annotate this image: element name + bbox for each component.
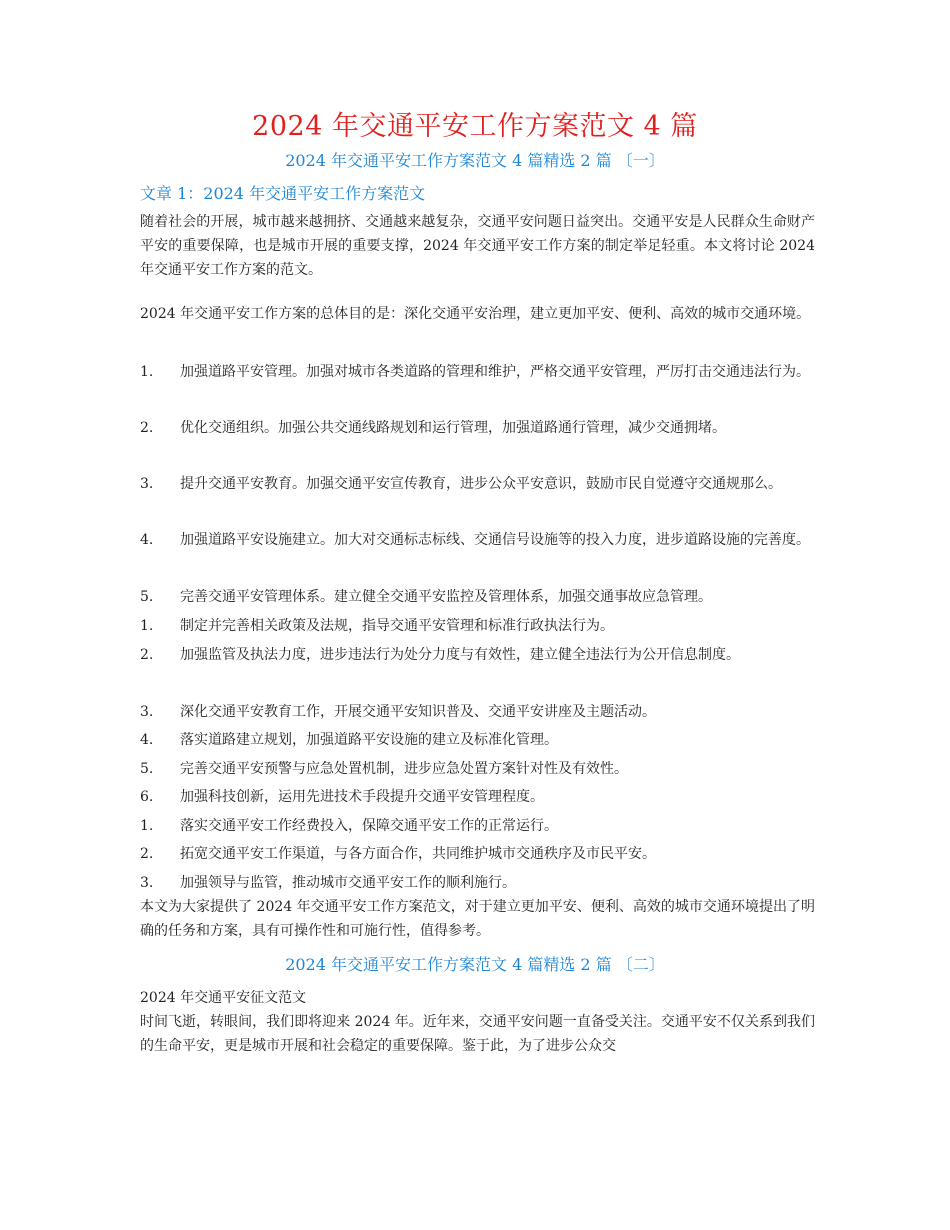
list-item-text: 加强道路平安管理。加强对城市各类道路的管理和维护，严格交通平安管理，严厉打击交通违法行为。 bbox=[180, 364, 810, 380]
document-title: 2024 年交通平安工作方案范文 4 篇 bbox=[252, 111, 698, 142]
list-item-text: 优化交通组织。加强公共交通线路规划和运行管理，加强道路通行管理，减少交通拥堵。 bbox=[180, 420, 726, 436]
list-item-number: 6. bbox=[140, 789, 154, 805]
list-item-number: 1. bbox=[140, 364, 154, 380]
list-item-text: 加强科技创新，运用先进技术手段提升交通平安管理程度。 bbox=[180, 789, 544, 805]
list-item bbox=[140, 528, 815, 552]
list-item-text: 拓宽交通平安工作渠道，与各方面合作，共同维护城市交通秩序及市民平安。 bbox=[180, 846, 656, 862]
list-item-number: 2. bbox=[140, 420, 154, 436]
list-item bbox=[140, 700, 815, 724]
list-item-text: 提升交通平安教育。加强交通平安宣传教育，进步公众平安意识，鼓励市民自觉遵守交通规那么。 bbox=[180, 476, 782, 492]
list-item bbox=[140, 360, 815, 384]
list-item-text: 制定并完善相关政策及法规，指导交通平安管理和标准行政执法行为。 bbox=[180, 618, 614, 634]
list-item bbox=[140, 416, 815, 440]
list-item-number: 4. bbox=[140, 532, 154, 548]
list-item-text: 完善交通平安预警与应急处置机制，进步应急处置方案针对性及有效性。 bbox=[180, 761, 628, 777]
list-item bbox=[140, 785, 815, 809]
goal-paragraph: 2024 年交通平安工作方案的总体目的是：深化交通平安治理，建立更加平安、便利、高效的城市交通环境。 bbox=[140, 306, 811, 322]
list-item-number: 2. bbox=[140, 846, 154, 862]
list-item-text: 完善交通平安管理体系。建立健全交通平安监控及管理体系，加强交通事故应急管理。 bbox=[180, 589, 712, 605]
list-item-text: 加强监管及执法力度，进步违法行为处分力度与有效性，建立健全违法行为公开信息制度。 bbox=[180, 647, 740, 663]
list-item bbox=[140, 585, 815, 609]
list-item-text: 深化交通平安教育工作，开展交通平安知识普及、交通平安讲座及主题活动。 bbox=[180, 704, 656, 720]
section-2-subtitle: 2024 年交通平安工作方案范文 4 篇精选 2 篇 〔二〕 bbox=[285, 955, 665, 974]
list-item-text: 落实道路建立规划，加强道路平安设施的建立及标准化管理。 bbox=[180, 732, 558, 748]
essay-body: 时间飞逝，转眼间，我们即将迎来 2024 年。近年来，交通平安问题一直备受关注。交通平安不仅关系到我们的生命平安，更是城市开展和社会稳定的重要保障。鉴于此，为了进步公众交 bbox=[140, 1014, 815, 1054]
intro-paragraph: 随着社会的开展，城市越来越拥挤、交通越来越复杂，交通平安问题日益突出。交通平安是人民群众生命财产平安的重要保障，也是城市开展的重要支撑，2024 年交通平安工作方案的制定举足轻重。本文将讨论 2024 年交通平安工作方案的范文。 bbox=[140, 214, 815, 278]
list-item-number: 1. bbox=[140, 618, 154, 634]
list-item bbox=[140, 814, 815, 838]
list-item bbox=[140, 643, 815, 667]
list-item-number: 5. bbox=[140, 761, 154, 777]
list-item-text: 加强道路平安设施建立。加大对交通标志标线、交通信号设施等的投入力度，进步道路设施的完善度。 bbox=[180, 532, 810, 548]
list-item-text: 加强领导与监管，推动城市交通平安工作的顺利施行。 bbox=[180, 875, 516, 891]
list-item-number: 3. bbox=[140, 875, 154, 891]
section-1-subtitle: 2024 年交通平安工作方案范文 4 篇精选 2 篇 〔一〕 bbox=[285, 151, 665, 170]
list-item bbox=[140, 871, 815, 895]
list-item-text: 落实交通平安工作经费投入，保障交通平安工作的正常运行。 bbox=[180, 818, 558, 834]
list-item-number: 1. bbox=[140, 818, 154, 834]
list-item bbox=[140, 842, 815, 866]
list-item-number: 2. bbox=[140, 647, 154, 663]
list-item bbox=[140, 728, 815, 752]
conclusion-paragraph: 本文为大家提供了 2024 年交通平安工作方案范文，对于建立更加平安、便利、高效的城市交通环境提出了明确的任务和方案，具有可操作性和可施行性，值得参考。 bbox=[140, 899, 815, 939]
list-item bbox=[140, 614, 815, 638]
essay-title: 2024 年交通平安征文范文 bbox=[140, 990, 307, 1006]
list-item-number: 5. bbox=[140, 589, 154, 605]
list-item bbox=[140, 757, 815, 781]
list-item-number: 3. bbox=[140, 476, 154, 492]
article-1-heading: 文章 1：2024 年交通平安工作方案范文 bbox=[140, 184, 426, 203]
list-item-number: 3. bbox=[140, 704, 154, 720]
list-item-number: 4. bbox=[140, 732, 154, 748]
list-item bbox=[140, 472, 815, 496]
